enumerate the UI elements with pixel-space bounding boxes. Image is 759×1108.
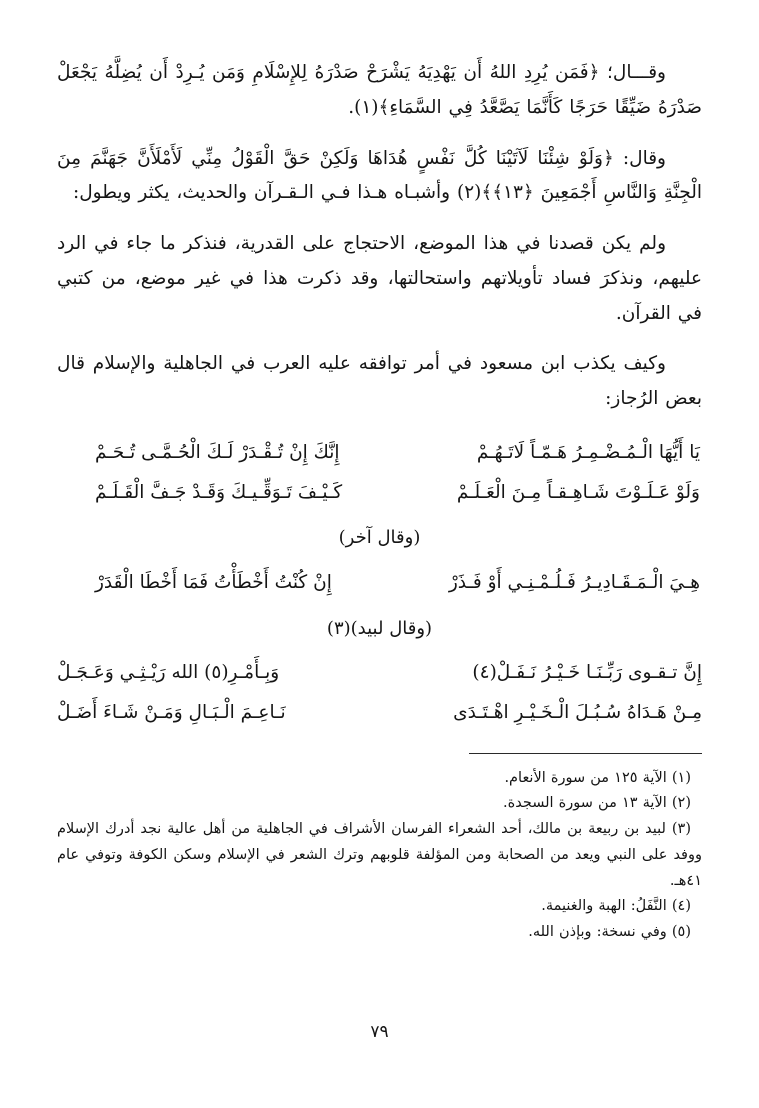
footnote-marker: (٢) (671, 795, 691, 812)
poetry-verse (95, 473, 700, 513)
paragraph-quran-verse-1: وقـــال؛ ﴿فَمَن يُرِدِ اللهُ أَن يَهْدِيَهُ يَشْرَحْ صَدْرَهُ لِلإِسْلَامِ وَمَن يُـرِدْ أَن يُضِلَّهُ يَجْعَلْ صَدْرَهُ ضَيِّقًا حَرَجًا كَأَنَّمَا يَصَّعَّدُ فِي السَّمَاءِ﴾(١). (57, 62, 702, 118)
hemistich-right: يَا أَيُّهَا الْـمُـضْـمِـرُ هَـمّـاً لَاتَـهُـمْ (476, 441, 700, 463)
footnote-marker: (٤) (671, 898, 691, 915)
footnote-marker: (٣) (671, 821, 692, 838)
footnote-text: الآية ١٣ من سورة السجدة. (503, 795, 667, 812)
poetry-verse (95, 563, 700, 603)
footnote-text: الآية ١٢٥ من سورة الأنعام. (504, 769, 667, 786)
poetry-verse (95, 433, 700, 473)
hemistich-left: وَبِـأَمْـرِ(٥) الله رَيْـثِـي وَعَـجَـلْ (57, 661, 280, 683)
hemistich-left: إِنْ كُنْتُ أَخْطَأْتُ فَمَا أَخْطَا الْقَدَرْ (95, 571, 332, 593)
poet-caption-labid: (وقال لبيد)(٣) (326, 617, 433, 639)
hemistich-right: وَلَوْ عَـلَـوْتَ شَـاهِـقـاً مِـنَ الْعَـلَـمْ (456, 481, 700, 503)
poetry-verse (57, 693, 702, 733)
footnote-text: لبيد بن ربيعة بن مالك، أحد الشعراء الفرسان الأشراف في الجاهلية من أهل عالية نجد أدرك الإسلام ووفد على النبي ويعد من الصحابة ومن المؤلفة قلوبهم وترك الشعر في الإسلام وسكن الكوفة وتوفي عام ٤١هـ. (57, 821, 702, 889)
footnote (57, 766, 702, 792)
footnote-separator (469, 753, 702, 754)
footnote-text: وفي نسخة: وبإذن الله. (528, 924, 667, 941)
poem-rajaz-2 (57, 563, 702, 603)
hemistich-left: نَـاعِـمَ الْـبَـالِ وَمَـنْ شَـاءَ أَضَـلْ (57, 701, 286, 723)
page-number: ٧٩ (370, 1022, 389, 1042)
footnote (57, 894, 702, 920)
hemistich-left: إِنَّكَ إِنْ تُـقْـدَرْ لَـكَ الْحُـمَّـى تُـحَـمْ (95, 441, 340, 463)
footnote-marker: (١) (671, 769, 691, 786)
paragraph-commentary: ولم يكن قصدنا في هذا الموضع، الاحتجاج على القدرية، فنذكر ما جاء في الرد عليهم، ونذكرَ فساد تأويلاتهم واستحالتها، وقد ذكرت هذا في غير موضع، من كتبي في القرآن. (57, 233, 702, 324)
poem-labid (57, 653, 702, 733)
hemistich-right: هِـيَ الْـمَـقَـادِيـرُ فَـلُـمْـنِـي أَوْ فَـذَرْ (448, 571, 700, 593)
hemistich-right: إِنَّ تـقـوى رَبِّـنَـا خَـيْـرُ نَـفَـلْ(٤) (472, 661, 702, 683)
hemistich-right: مِـنْ هَـدَاهُ سُـبُـلَ الْـخَـيْـرِ اهْـتَـدَى (453, 701, 702, 723)
footnote-text: النَّفَلُ: الهبة والغنيمة. (541, 898, 667, 915)
poetry-verse (57, 653, 702, 693)
footnote-marker: (٥) (671, 924, 691, 941)
footnote (57, 817, 702, 894)
footnote (57, 920, 702, 946)
footnotes-section (57, 766, 702, 947)
footnote (57, 791, 702, 817)
poem-rajaz-1 (57, 433, 702, 513)
paragraph-intro-poetry: وكيف يكذب ابن مسعود في أمر توافقه عليه العرب في الجاهلية والإسلام قال بعض الرُجاز: (57, 353, 702, 410)
hemistich-left: كَـيْـفَ تَـوَقِّـيـكَ وَقَـدْ جَـفَّ الْقَـلَـمْ (95, 481, 343, 503)
poet-caption-other: (وقال آخر) (338, 527, 421, 549)
paragraph-quran-verse-2: وقال: ﴿وَلَوْ شِئْنَا لَآتَيْنَا كُلَّ نَفْسٍ هُدَاهَا وَلَكِنْ حَقَّ الْقَوْلُ مِنِّي لَأَمْلَأَنَّ جَهَنَّمَ مِنَ الْجِنَّةِ وَالنَّاسِ أَجْمَعِينَ ﴿١٣﴾﴾(٢) وأشبـاه هـذا فـي الـقـرآن والحديث، يكثر ويطول: (57, 147, 702, 204)
